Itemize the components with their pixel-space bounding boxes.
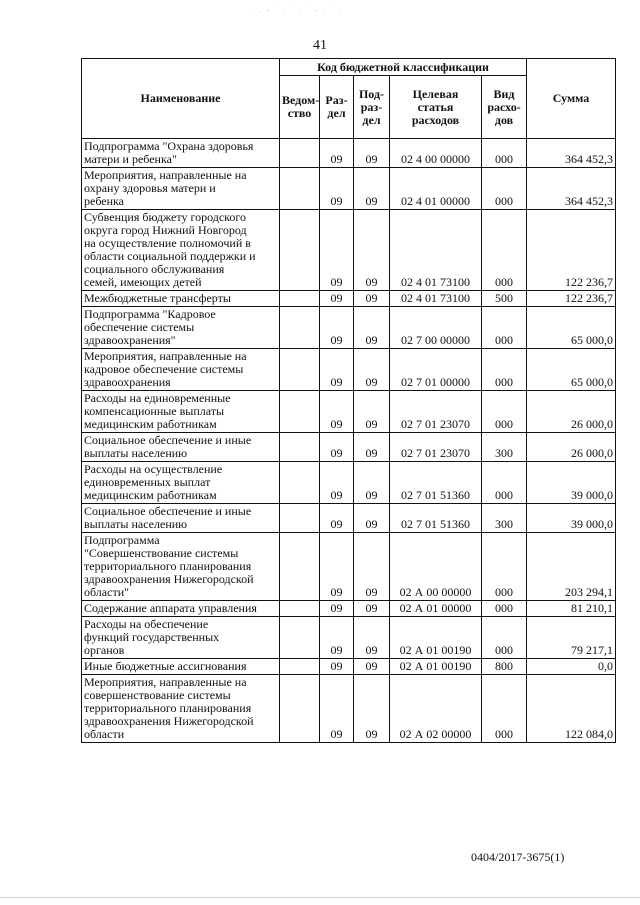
cell-name: Содержание аппарата управления xyxy=(82,601,280,617)
cell-sum: 26 000,0 xyxy=(527,391,616,433)
table-row xyxy=(82,462,616,504)
cell-razdel: 09 xyxy=(320,601,354,617)
cell-vr: 300 xyxy=(482,433,527,462)
cell-podrazdel: 09 xyxy=(354,307,390,349)
cell-razdel: 09 xyxy=(320,391,354,433)
cell-name: Подпрограмма "Совершенствование системы территориального планирования здравоохранения Нижегородской области" xyxy=(82,533,280,601)
cell-vr: 000 xyxy=(482,675,527,743)
cell-ved xyxy=(280,601,320,617)
cell-razdel: 09 xyxy=(320,210,354,291)
cell-podrazdel: 09 xyxy=(354,617,390,659)
cell-podrazdel: 09 xyxy=(354,659,390,675)
cell-sum: 79 217,1 xyxy=(527,617,616,659)
cell-name: Расходы на осуществление единовременных выплат медицинским работникам xyxy=(82,462,280,504)
cell-ved xyxy=(280,504,320,533)
cell-razdel: 09 xyxy=(320,617,354,659)
table-row xyxy=(82,210,616,291)
table-row xyxy=(82,675,616,743)
scan-edge-divider xyxy=(0,897,640,898)
cell-razdel: 09 xyxy=(320,139,354,168)
cell-ved xyxy=(280,139,320,168)
cell-razdel: 09 xyxy=(320,307,354,349)
cell-sum: 364 452,3 xyxy=(527,139,616,168)
cell-csr: 02 7 01 51360 xyxy=(390,462,482,504)
cell-ved xyxy=(280,675,320,743)
cell-sum: 39 000,0 xyxy=(527,462,616,504)
cell-sum: 364 452,3 xyxy=(527,168,616,210)
table-row xyxy=(82,617,616,659)
column-header-name: Наименование xyxy=(82,59,280,139)
cell-csr: 02 А 02 00000 xyxy=(390,675,482,743)
cell-ved xyxy=(280,291,320,307)
table-row xyxy=(82,601,616,617)
document-code: 0404/2017-3675(1) xyxy=(471,850,565,864)
cell-podrazdel: 09 xyxy=(354,462,390,504)
page-number: 41 xyxy=(313,38,327,53)
cell-ved xyxy=(280,533,320,601)
cell-name: Межбюджетные трансферты xyxy=(82,291,280,307)
column-group-header-classification: Код бюджетной классификации xyxy=(280,59,527,76)
cell-name: Социальное обеспечение и иные выплаты населению xyxy=(82,433,280,462)
table-row xyxy=(82,504,616,533)
cell-csr: 02 7 01 23070 xyxy=(390,391,482,433)
cell-vr: 000 xyxy=(482,168,527,210)
cell-name: Расходы на обеспечение функций государственных органов xyxy=(82,617,280,659)
cell-razdel: 09 xyxy=(320,504,354,533)
cell-sum: 26 000,0 xyxy=(527,433,616,462)
cell-name: Подпрограмма "Кадровое обеспечение системы здравоохранения" xyxy=(82,307,280,349)
column-header-ved: Ведом- ство xyxy=(280,76,320,139)
table-row xyxy=(82,433,616,462)
cell-vr: 000 xyxy=(482,139,527,168)
cell-podrazdel: 09 xyxy=(354,675,390,743)
cell-sum: 81 210,1 xyxy=(527,601,616,617)
table-row xyxy=(82,139,616,168)
cell-vr: 000 xyxy=(482,617,527,659)
cell-sum: 122 236,7 xyxy=(527,210,616,291)
cell-ved xyxy=(280,349,320,391)
cell-csr: 02 4 01 73100 xyxy=(390,291,482,307)
cell-vr: 800 xyxy=(482,659,527,675)
cell-razdel: 09 xyxy=(320,533,354,601)
column-header-csr: Целевая статья расходов xyxy=(390,76,482,139)
cell-name: Расходы на единовременные компенсационные выплаты медицинским работникам xyxy=(82,391,280,433)
table-row xyxy=(82,349,616,391)
budget-table xyxy=(81,58,616,743)
cell-ved xyxy=(280,433,320,462)
table-row xyxy=(82,168,616,210)
column-header-vr: Вид расхо- дов xyxy=(482,76,527,139)
cell-csr: 02 7 01 51360 xyxy=(390,504,482,533)
cell-razdel: 09 xyxy=(320,462,354,504)
cell-name: Субвенция бюджету городского округа город Нижний Новгород на осуществление полномочий в области социальной поддержки и социального обслуживания семей, имеющих детей xyxy=(82,210,280,291)
cell-razdel: 09 xyxy=(320,291,354,307)
cell-sum: 203 294,1 xyxy=(527,533,616,601)
cell-vr: 000 xyxy=(482,391,527,433)
cell-vr: 000 xyxy=(482,462,527,504)
cell-csr: 02 4 01 00000 xyxy=(390,168,482,210)
table-row xyxy=(82,391,616,433)
cell-vr: 000 xyxy=(482,349,527,391)
cell-vr: 000 xyxy=(482,210,527,291)
cell-podrazdel: 09 xyxy=(354,210,390,291)
cell-podrazdel: 09 xyxy=(354,391,390,433)
cell-vr: 000 xyxy=(482,601,527,617)
column-header-podrazdel: Под- раз- дел xyxy=(354,76,390,139)
cell-sum: 65 000,0 xyxy=(527,349,616,391)
cell-csr: 02 7 01 00000 xyxy=(390,349,482,391)
cell-csr: 02 А 01 00190 xyxy=(390,659,482,675)
cell-podrazdel: 09 xyxy=(354,601,390,617)
cell-razdel: 09 xyxy=(320,675,354,743)
cell-name: Мероприятия, направленные на совершенствование системы территориального планирования здравоохранения Нижегородской области xyxy=(82,675,280,743)
cell-csr: 02 4 00 00000 xyxy=(390,139,482,168)
cell-name: Мероприятия, направленные на кадровое обеспечение системы здравоохранения xyxy=(82,349,280,391)
cell-podrazdel: 09 xyxy=(354,533,390,601)
table-row xyxy=(82,291,616,307)
cell-podrazdel: 09 xyxy=(354,349,390,391)
cell-name: Мероприятия, направленные на охрану здоровья матери и ребенка xyxy=(82,168,280,210)
cell-sum: 39 000,0 xyxy=(527,504,616,533)
cell-ved xyxy=(280,168,320,210)
cell-vr: 000 xyxy=(482,307,527,349)
cell-name: Подпрограмма "Охрана здоровья матери и ребенка" xyxy=(82,139,280,168)
cell-sum: 0,0 xyxy=(527,659,616,675)
cell-sum: 65 000,0 xyxy=(527,307,616,349)
cell-podrazdel: 09 xyxy=(354,433,390,462)
cell-csr: 02 А 00 00000 xyxy=(390,533,482,601)
cell-ved xyxy=(280,307,320,349)
cell-podrazdel: 09 xyxy=(354,504,390,533)
cell-podrazdel: 09 xyxy=(354,291,390,307)
cell-sum: 122 236,7 xyxy=(527,291,616,307)
cell-ved xyxy=(280,659,320,675)
cell-ved xyxy=(280,462,320,504)
cell-csr: 02 4 01 73100 xyxy=(390,210,482,291)
table-row xyxy=(82,533,616,601)
cell-csr: 02 7 00 00000 xyxy=(390,307,482,349)
column-header-sum: Сумма xyxy=(527,59,616,139)
cell-razdel: 09 xyxy=(320,349,354,391)
cell-csr: 02 А 01 00190 xyxy=(390,617,482,659)
cell-razdel: 09 xyxy=(320,659,354,675)
cell-ved xyxy=(280,617,320,659)
cell-podrazdel: 09 xyxy=(354,139,390,168)
column-header-razdel: Раз- дел xyxy=(320,76,354,139)
cell-csr: 02 7 01 23070 xyxy=(390,433,482,462)
table-row xyxy=(82,307,616,349)
cell-ved xyxy=(280,210,320,291)
table-row xyxy=(82,659,616,675)
scan-artifact-mark: ·. ‐ ˙ · ˙ · ˙ ‐ · ˙ · xyxy=(255,6,344,14)
cell-name: Иные бюджетные ассигнования xyxy=(82,659,280,675)
cell-podrazdel: 09 xyxy=(354,168,390,210)
cell-vr: 000 xyxy=(482,533,527,601)
cell-ved xyxy=(280,391,320,433)
cell-vr: 300 xyxy=(482,504,527,533)
cell-name: Социальное обеспечение и иные выплаты населению xyxy=(82,504,280,533)
cell-razdel: 09 xyxy=(320,168,354,210)
cell-sum: 122 084,0 xyxy=(527,675,616,743)
cell-vr: 500 xyxy=(482,291,527,307)
cell-csr: 02 А 01 00000 xyxy=(390,601,482,617)
cell-razdel: 09 xyxy=(320,433,354,462)
